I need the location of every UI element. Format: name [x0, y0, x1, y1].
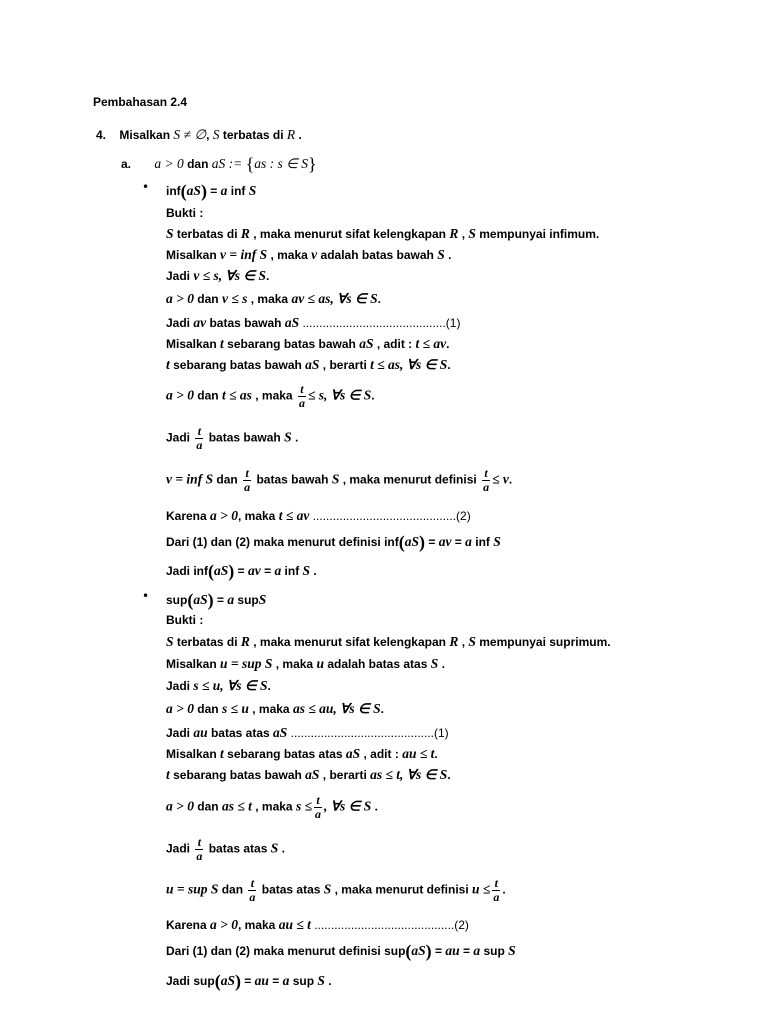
fraction — [314, 794, 322, 820]
text: sup — [483, 944, 505, 958]
numerator: t — [248, 877, 256, 891]
text: ...........................................(1) — [290, 726, 449, 740]
math: v = inf S — [220, 247, 268, 262]
proof-heading: Bukti : — [166, 206, 204, 220]
text: sebarang batas bawah — [227, 337, 356, 351]
math: S — [248, 183, 257, 198]
page-title: Pembahasan 2.4 — [93, 95, 188, 109]
text: dan — [221, 882, 244, 897]
math: au ≤ t — [278, 917, 311, 932]
proof-line — [166, 657, 445, 671]
math: a — [465, 534, 472, 549]
math: S — [468, 226, 476, 241]
text: = — [237, 564, 245, 578]
fraction — [195, 425, 203, 451]
text: . — [446, 337, 450, 351]
text: , adit : — [376, 337, 413, 351]
math: u ≤ — [472, 881, 491, 897]
numerator: t — [298, 383, 306, 397]
math: ) — [228, 561, 235, 581]
fraction — [248, 877, 256, 903]
text: . — [447, 768, 451, 782]
text: = — [454, 535, 462, 549]
text: . — [447, 358, 451, 372]
text: = — [428, 535, 436, 549]
math: aS — [214, 563, 229, 578]
text: = — [210, 184, 218, 198]
denominator: a — [244, 479, 251, 494]
text: sebarang batas bawah — [173, 768, 302, 782]
proof-heading: Bukti : — [166, 613, 204, 627]
text: dan — [216, 472, 238, 487]
text: inf — [475, 535, 490, 549]
math: aS — [411, 943, 426, 958]
numerator: t — [492, 877, 500, 891]
text: , maka — [252, 702, 290, 716]
text: terbatas di — [176, 227, 238, 241]
math: as : s ∈ S — [254, 156, 308, 171]
math: S — [258, 592, 267, 607]
proof-line — [166, 794, 378, 820]
math: t ≤ av — [415, 336, 447, 351]
math: av — [438, 534, 452, 549]
text: , maka — [250, 292, 289, 306]
math: S — [323, 881, 332, 897]
proof-line — [166, 635, 611, 649]
proof-line — [166, 726, 449, 740]
text: sup — [166, 593, 188, 607]
math: aS — [220, 973, 235, 988]
text: , maka — [270, 248, 308, 262]
math: S — [166, 226, 174, 241]
part-label: a. — [121, 157, 132, 171]
math: au ≤ t — [402, 746, 435, 761]
text: Karena — [166, 918, 207, 932]
text: , maka menurut sifat kelengkapan — [253, 227, 446, 241]
math: ) — [234, 971, 241, 991]
text: sebarang batas atas — [227, 747, 343, 761]
proof-line — [166, 248, 451, 262]
text: , maka — [255, 799, 293, 814]
math: as ≤ t — [221, 798, 252, 814]
text: . — [328, 974, 332, 988]
math: u — [316, 656, 324, 671]
math: S — [317, 973, 325, 988]
math: s ≤ — [295, 798, 312, 814]
math: ( — [214, 971, 221, 991]
text: terbatas di — [176, 635, 238, 649]
text: terbatas di — [222, 128, 284, 142]
text: . — [371, 388, 375, 403]
math: , ∀s ∈ S — [324, 798, 372, 814]
math: a > 0 — [166, 291, 194, 306]
text: inf — [384, 535, 399, 549]
math: ) — [200, 181, 207, 201]
math: t — [220, 746, 224, 761]
math: S — [302, 563, 311, 578]
math: S — [166, 634, 174, 649]
math: u = sup S — [220, 656, 273, 671]
text: . — [266, 269, 270, 283]
math: S — [493, 534, 501, 549]
text: = — [462, 944, 470, 958]
math: aS := — [211, 156, 243, 171]
text: , maka — [275, 657, 314, 671]
math: aS — [186, 183, 201, 198]
text: . — [508, 472, 513, 487]
math: ≤ v — [492, 471, 509, 487]
text: dan — [197, 388, 219, 403]
math: t — [166, 357, 170, 372]
math: a > 0 — [154, 156, 184, 171]
proof-line — [166, 918, 469, 932]
math: S — [212, 127, 220, 142]
text: . — [294, 430, 299, 445]
proof-line — [166, 337, 450, 351]
proof-line — [166, 227, 599, 241]
math: S — [437, 247, 445, 262]
math: a — [220, 183, 228, 198]
denominator: a — [196, 848, 203, 863]
fraction — [492, 877, 500, 903]
denominator: a — [483, 479, 490, 494]
fraction — [482, 467, 490, 493]
math: aS — [359, 336, 374, 351]
text: , maka — [255, 388, 293, 403]
denominator: a — [249, 889, 256, 904]
numerator: t — [314, 794, 322, 808]
text: dan — [197, 799, 219, 814]
math: t ≤ as — [221, 387, 252, 403]
math: a > 0 — [166, 701, 194, 716]
text: , maka — [237, 918, 276, 932]
problem-number: 4. — [96, 128, 107, 142]
numerator: t — [195, 836, 203, 850]
text: , — [461, 227, 466, 241]
text: dan — [197, 702, 219, 716]
math: ) — [425, 941, 432, 961]
proof-line — [166, 877, 506, 903]
math: ) — [207, 590, 214, 610]
proof-line — [166, 747, 438, 761]
text: , — [461, 635, 466, 649]
text: sup — [237, 593, 259, 607]
math: ) — [419, 532, 425, 552]
math: ( — [405, 941, 412, 961]
math: R — [240, 634, 250, 649]
math: aS — [284, 315, 300, 330]
math: t ≤ as, ∀s ∈ S — [370, 357, 448, 372]
text: = — [216, 593, 224, 607]
text: , adit : — [363, 747, 399, 761]
proof-line — [166, 768, 451, 782]
math: ( — [208, 561, 215, 581]
math: ( — [398, 532, 405, 552]
text: , berarti — [322, 768, 367, 782]
text: , maka menurut sifat kelengkapan — [253, 635, 446, 649]
math: aS — [404, 534, 419, 549]
proof-line — [166, 940, 516, 961]
math: { — [245, 154, 255, 174]
bullet-icon: • — [142, 589, 150, 603]
text: = — [272, 974, 280, 988]
text: , berarti — [322, 358, 367, 372]
math: as ≤ au, ∀s ∈ S — [292, 701, 381, 716]
math: av — [193, 315, 207, 330]
math: S — [468, 634, 476, 649]
math: S — [270, 840, 279, 856]
proof-line — [166, 467, 512, 493]
text: Jadi — [166, 679, 191, 693]
text: Dari (1) dan (2) maka menurut definisi — [166, 535, 381, 549]
text: Jadi — [166, 269, 191, 283]
math: aS — [345, 746, 361, 761]
text: mempunyai infimum. — [479, 227, 600, 241]
math: v ≤ s, ∀s ∈ S — [193, 268, 267, 283]
numerator: t — [195, 425, 203, 439]
math: ( — [180, 181, 187, 201]
math: au — [193, 725, 208, 740]
numerator: t — [482, 467, 490, 481]
fraction — [195, 836, 203, 862]
text: Misalkan — [166, 248, 217, 262]
math: S — [430, 656, 439, 671]
math: R — [449, 226, 459, 241]
math: R — [240, 226, 250, 241]
denominator: a — [315, 806, 321, 821]
text: adalah batas bawah — [320, 248, 434, 262]
text: batas bawah — [209, 316, 282, 330]
text: sebarang batas bawah — [173, 358, 302, 372]
text: batas bawah — [208, 430, 281, 445]
math: aS — [193, 592, 208, 607]
text: Jadi — [166, 430, 191, 445]
math: aS — [305, 767, 320, 782]
text: ...........................................(2) — [312, 509, 471, 523]
proof-line — [166, 425, 298, 451]
text: = — [264, 564, 272, 578]
math: a > 0 — [166, 387, 194, 403]
part-a-statement — [121, 153, 317, 174]
text: Jadi inf — [166, 564, 209, 578]
numerator: t — [243, 467, 251, 481]
proof-line — [166, 509, 471, 523]
text: Jadi — [166, 726, 191, 740]
text: Jadi — [166, 841, 191, 856]
math: t ≤ av — [278, 508, 310, 523]
text: Jadi sup — [166, 974, 215, 988]
text: ...........................................(1) — [302, 316, 461, 330]
math: au — [254, 973, 269, 988]
text: Misalkan — [119, 128, 171, 142]
proof-line — [166, 269, 269, 283]
math: av ≤ as, ∀s ∈ S — [291, 291, 378, 306]
proof-line — [166, 679, 271, 693]
text: . — [374, 799, 378, 814]
math: u = sup S — [166, 881, 219, 897]
text: dan — [197, 292, 219, 306]
proof-line — [166, 531, 501, 552]
math: aS — [305, 357, 320, 372]
math: s ≤ u — [221, 701, 249, 716]
text: . — [380, 702, 384, 716]
proof-line — [166, 702, 384, 716]
text: Misalkan — [166, 337, 217, 351]
text: inf — [284, 564, 300, 578]
math: R — [449, 634, 459, 649]
sup-claim — [166, 589, 267, 610]
text: , — [206, 128, 210, 142]
math: au — [445, 943, 460, 958]
text: Misalkan — [166, 657, 217, 671]
proof-conclusion — [166, 970, 332, 991]
text: inf — [166, 184, 181, 198]
text: = — [244, 974, 252, 988]
text: batas atas — [208, 841, 268, 856]
text: batas atas — [210, 726, 270, 740]
proof-line — [166, 383, 375, 409]
denominator: a — [196, 437, 203, 452]
text: . — [377, 292, 381, 306]
math: as ≤ t, ∀s ∈ S — [370, 767, 448, 782]
math: s ≤ u, ∀s ∈ S — [193, 678, 268, 693]
math: } — [308, 154, 317, 174]
text: sup — [384, 944, 406, 958]
text: . — [267, 679, 271, 693]
proof-line — [166, 836, 285, 862]
text: , maka menurut definisi — [334, 882, 469, 897]
math: S — [508, 943, 516, 958]
math: a — [282, 973, 290, 988]
fraction — [298, 383, 306, 409]
text: batas atas — [261, 882, 321, 897]
math: av — [247, 563, 261, 578]
text: = — [435, 944, 443, 958]
text: . — [434, 747, 438, 761]
text: . — [281, 841, 285, 856]
problem-statement — [96, 128, 302, 142]
math: v ≤ s — [221, 291, 248, 306]
text: mempunyai suprimum. — [479, 635, 611, 649]
text: , maka menurut definisi — [342, 472, 477, 487]
bullet-icon: • — [142, 180, 150, 194]
math: v = inf S — [166, 471, 214, 487]
math: v — [311, 247, 318, 262]
math: a > 0 — [210, 917, 238, 932]
math: a > 0 — [210, 508, 238, 523]
math: ≤ s, ∀s ∈ S — [307, 387, 372, 403]
text: . — [298, 128, 302, 142]
math: ( — [187, 590, 194, 610]
text: , maka — [237, 509, 276, 523]
text: Misalkan — [166, 747, 217, 761]
text: ..........................................(2) — [314, 918, 469, 932]
denominator: a — [298, 395, 305, 410]
math: S — [284, 429, 292, 445]
text: Jadi — [166, 316, 191, 330]
math: a — [227, 592, 235, 607]
math: a > 0 — [166, 798, 194, 814]
proof-conclusion — [166, 560, 317, 581]
math: aS — [273, 725, 288, 740]
text: Karena — [166, 509, 207, 523]
text: . — [313, 564, 317, 578]
text: . — [502, 882, 506, 897]
text: sup — [292, 974, 315, 988]
math: t — [166, 767, 170, 782]
text: dan — [187, 157, 209, 171]
proof-line — [166, 358, 451, 372]
proof-line — [166, 292, 381, 306]
math: t — [220, 336, 224, 351]
denominator: a — [493, 889, 500, 904]
math: a — [274, 563, 282, 578]
text: Dari (1) dan (2) maka menurut definisi — [166, 944, 381, 958]
math: R — [286, 127, 296, 142]
text: batas bawah — [256, 472, 329, 487]
text: . — [441, 657, 445, 671]
math: a — [473, 943, 481, 958]
text: . — [448, 248, 452, 262]
proof-line — [166, 316, 460, 330]
text: inf — [230, 184, 246, 198]
text: adalah batas atas — [327, 657, 428, 671]
inf-claim — [166, 180, 257, 201]
fraction — [243, 467, 251, 493]
math: S ≠ ∅ — [173, 127, 207, 142]
math: S — [331, 471, 340, 487]
